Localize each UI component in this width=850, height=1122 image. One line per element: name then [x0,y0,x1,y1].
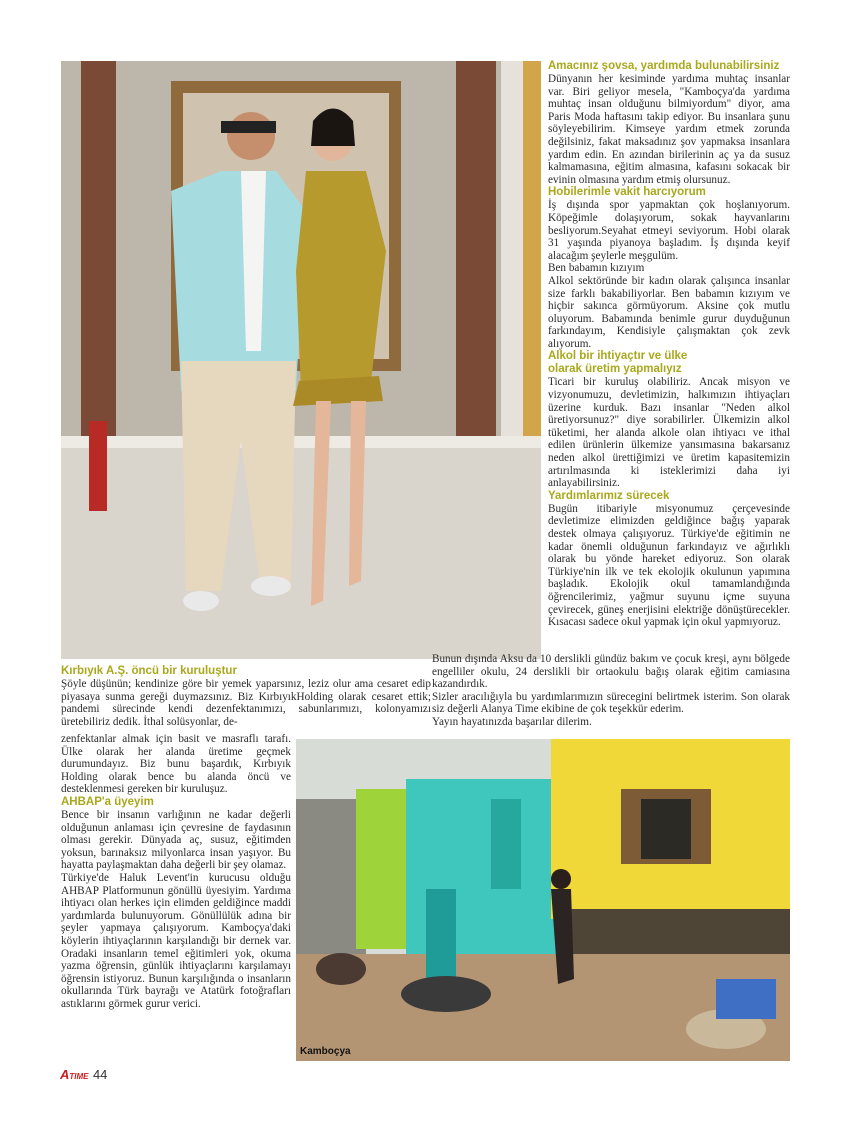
section-kirbiyik [61,665,431,728]
heading-ahbap: AHBAP'a üyeyim [61,795,154,808]
paragraph-aksu: Bunun dışında Aksu da 10 derslikli gündüz bakım ve çocuk kreşi, aynı bölgede engelliler okulu, 24 derslikli bir ortaokulu bağış olarak eğitim camiasına kazandırdık. [432,653,790,691]
paragraph-wishes: Yayın hayatınızda başarılar dilerim. [432,715,592,728]
paragraph-hobiler: İş dışında spor yapmaktan çok hoşlanıyorum. Köpeğimle dolaşıyorum, sokak hayvanlarını besliyorum.Seyahat etmeyi seviyorum. Hobi olarak 31 yaşında piyanoya başladım. İş dışında keyif alacağım şeylerle meşgulüm. [548,199,790,262]
right-column [548,60,790,629]
closing-block [432,653,790,729]
heading-kirbiyik: Kırbıyık A.Ş. öncü bir kuruluştur [61,665,237,677]
interview-photo [61,61,541,659]
paragraph-ahbap-1: Bence bir insanın varlığının ne kadar değerli olduğunun anlaması için çevresine de faydasının olması gerekir. Dünyada aç, susuz, eğitimden yoksun, barınaksız milyonlarca insan yaşıyor. Bu hayatta paylaşmaktan daha değerli bir şey olamaz. [61,808,291,872]
photo-caption: Kamboçya [300,1046,351,1057]
paragraph-kirbiyik-wide: Şöyle düşünün; kendinize göre bir yemek yaparsınız, leziz olur ama cesaret edip piyasaya sunma gereği duymazsınız. Biz KırbıyıkHolding olarak cesaret ettik; pandemi sürecinde kendi dezenfektanımızı, sabunlarımızı, kolonyamızı üretebiliriz dedik. İthal solüsyonlar, de- [61,678,431,728]
subline-babamin-kiziyim: Ben babamın kızıyım [548,262,645,275]
heading-hobiler: Hobilerimle vakit harcıyorum [548,186,706,199]
paragraph-amaciniz: Dünyanın her kesiminde yardıma muhtaç insanlar var. Biri geliyor mesela, "Kamboçya'da yardıma muhtaç insan olduğunu bilmiyordum" diyor, ama Paris Moda haftasını takip ediyor. Bu insanlara şunu söyleyebilirim. Kimseye yardım etmek zorunda değilsiniz, fakat maksadınız şov yapmaksa insanlara yardım edin. En azından birilerinin aç ya da susuz kalmamasına, eğitim almasına, kafasını sokacak bir evinin olmasına yardım etmiş olursunuz. [548,73,790,186]
paragraph-babamin-kiziyim: Alkol sektöründe bir kadın olarak çalışınca insanlar size farklı bakabiliyorlar. Ben babamın kızıyım ve hiçbir sakınca görmüyorum. Aksine çok mutlu oluyorum. Babamında benimle gurur duyduğunun farkındayım, Kendisiyle çalışmaktan çok zevk alıyorum. [548,274,790,350]
paragraph-ahbap-2: Türkiye'de Haluk Levent'in kurucusu olduğu AHBAP Platformunun gönüllü üyesiyim. Yardıma ihtiyacı olan herkes için elimden geldiğince maddi yardımlarda bulunuyorum. Gönüllülük adına bir şeyler yapmaya çalışıyorum. Kamboçya'daki köylerin ihtiyaçlarının karşılandığı bir dernek var. Oradaki insanların temel eğitimleri yok, okuma yazma öğrensin, günlük ihtiyaçlarını karşılamayı öğrensin istiyoruz. Bunun karşılığında o insanların okullarında Türk bayrağı ve Atatürk fotoğrafları astıklarını görmek gurur verici. [61,871,291,1010]
cambodia-photo [296,739,790,1061]
paragraph-yardimlarimiz: Bugün itibariyle misyonumuz çerçevesinde devletimize elimizden geldiğince bağış yaparak destek olmaya çalışıyoruz. Türkiye'de eğitimin ne kadar önemli olduğunun farkındayız ve ağırlıklı olarak bu yönde hareket ediyoruz. Son olarak Türkiye'nin ilk ve tek ekolojik okulunun yapımına başladık. Ekolojik okul tamamlandığında öğrencilerimiz, yağmur suyunu içme suyuna çevirecek, güneş enerjisini elektriğe dönüştürecekler. Kısacası sadece okul yapmak için okul yapmıyoruz. [548,502,790,629]
heading-yardimlarimiz: Yardımlarımız sürecek [548,489,670,502]
footer [60,1066,107,1084]
paragraph-thanks: Sizler aracılığıyla bu yardımlarımızın sürecegini belirtmek isterim. Son olarak siz değerli Alanya Time ekibine de çok teşekkür ederim. [432,690,790,716]
left-column [61,733,291,1010]
heading-amaciniz: Amacınız şovsa, yardımda bulunabilirsiniz [548,60,780,72]
magazine-logo: ATIME [60,1067,89,1082]
page-number: 44 [92,1067,108,1082]
paragraph-kirbiyik-col: zenfektanlar almak için basit ve masraflı tarafı. Ülke olarak her alanda üretime geçmek durumundayız. Biz bunu başardık, Kırbıyık Holding olarak bence bu alanda öncü ve desteklenmesi gereken bir kuruluşuz. [61,733,291,796]
heading-alkol: Alkol bir ihtiyaçtır ve ülke olarak üretim yapmalıyız [548,350,688,376]
paragraph-alkol: Ticari bir kuruluş olabiliriz. Ancak misyon ve vizyonumuzu, devletimizin, halkımızın ihtiyaçları üzerine kurduk. Bazı insanlar "Neden alkol üretiyorsunuz?" diye sorabilirler. Ülkemizin alkol tüketimi, her alanda alkole olan ihtiyacı ve ithal edilen ürünlerin ülkemize yansımasına bakarsanız neden alkol ürettiğimizi ve üretim kapasitemizin artırılmasında ki isteklerimizi daha iyi anlayabilirsiniz. [548,376,790,490]
